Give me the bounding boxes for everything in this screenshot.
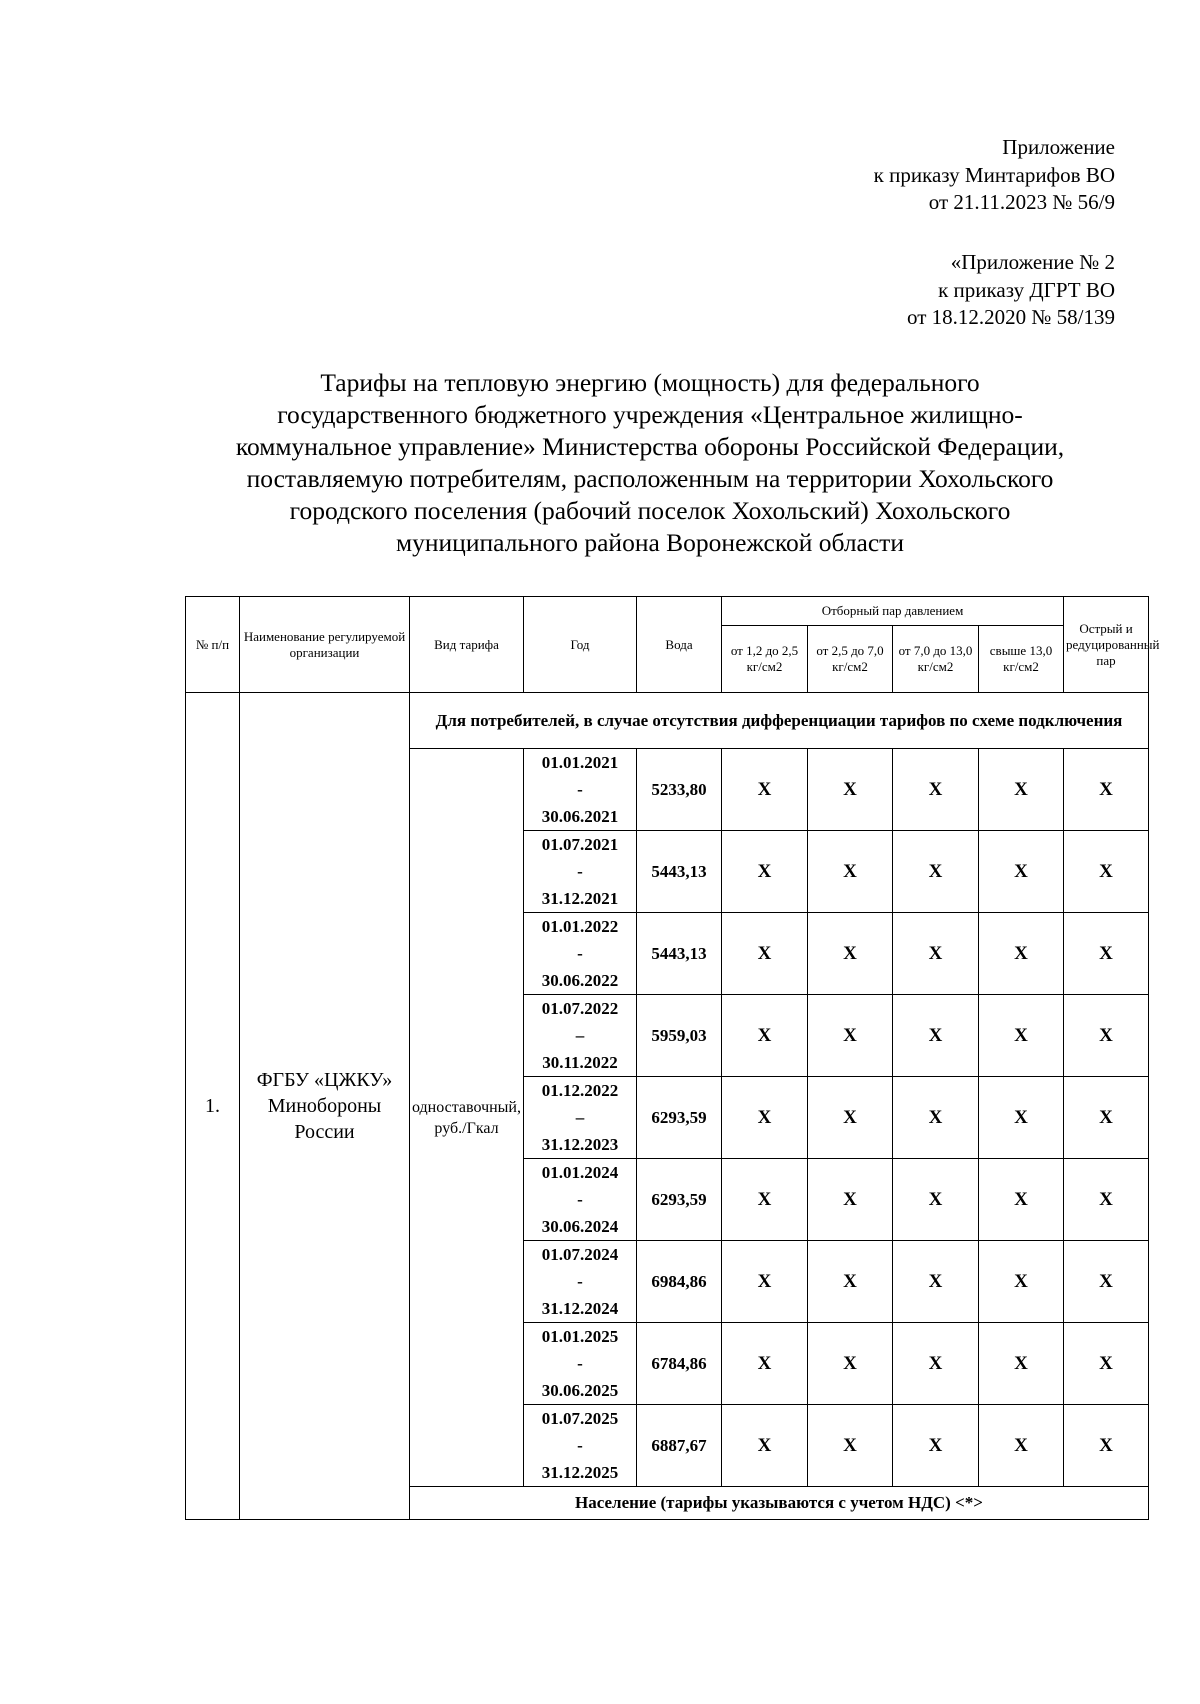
not-applicable-cell: X [722, 749, 808, 831]
not-applicable-cell: X [808, 831, 893, 913]
period-to: 30.06.2022 [541, 971, 619, 990]
title-line: коммунальное управление» Министерства обороны Российской Федерации, [235, 432, 1065, 461]
col-header-org: Наименование регулируемой организации [240, 597, 410, 693]
water-tariff: 6293,59 [637, 1077, 722, 1159]
water-tariff: 6293,59 [637, 1159, 722, 1241]
not-applicable-cell: X [893, 1323, 979, 1405]
period-separator: - [577, 1272, 583, 1291]
appendix-2-header [907, 249, 1115, 332]
water-tariff: 5443,13 [637, 831, 722, 913]
period-separator: - [577, 1354, 583, 1373]
period-to: 30.06.2024 [541, 1217, 619, 1236]
period-separator: - [577, 780, 583, 799]
not-applicable-cell: X [979, 749, 1064, 831]
not-applicable-cell: X [1064, 1405, 1149, 1487]
period-cell [524, 1077, 637, 1159]
not-applicable-cell: X [979, 1323, 1064, 1405]
not-applicable-cell: X [1064, 995, 1149, 1077]
not-applicable-cell: X [893, 1405, 979, 1487]
not-applicable-cell: X [979, 1405, 1064, 1487]
not-applicable-cell: X [808, 1241, 893, 1323]
not-applicable-cell: X [808, 913, 893, 995]
tariff-table [185, 596, 1160, 1520]
water-tariff: 6784,86 [637, 1323, 722, 1405]
not-applicable-cell: X [722, 1323, 808, 1405]
header-line: Приложение [1002, 135, 1115, 159]
period-to: 30.06.2021 [541, 807, 619, 826]
not-applicable-cell: X [979, 913, 1064, 995]
not-applicable-cell: X [808, 1405, 893, 1487]
not-applicable-cell: X [722, 1405, 808, 1487]
not-applicable-cell: X [1064, 749, 1149, 831]
section-population: Население (тарифы указываются с учетом НДС) <*> [410, 1487, 1149, 1520]
period-separator: - [577, 862, 583, 881]
not-applicable-cell: X [722, 1159, 808, 1241]
not-applicable-cell: X [722, 913, 808, 995]
col-header-steam-group: Отборный пар давлением [722, 597, 1064, 626]
col-header-kind: Вид тарифа [410, 597, 524, 693]
not-applicable-cell: X [722, 1077, 808, 1159]
period-from: 01.01.2022 [541, 917, 619, 936]
period-cell [524, 749, 637, 831]
not-applicable-cell: X [893, 831, 979, 913]
not-applicable-cell: X [1064, 1323, 1149, 1405]
not-applicable-cell: X [893, 913, 979, 995]
section-no-differentiation: Для потребителей, в случае отсутствия дифференциации тарифов по схеме подключения [410, 693, 1149, 749]
not-applicable-cell: X [722, 831, 808, 913]
col-header-year: Год [524, 597, 637, 693]
header-line: к приказу Минтарифов ВО [873, 162, 1115, 187]
not-applicable-cell: X [808, 1159, 893, 1241]
period-cell [524, 1323, 637, 1405]
period-separator: – [575, 1026, 585, 1045]
organization-name: ФГБУ «ЦЖКУ» Минобороны России [240, 693, 410, 1520]
title-line: государственного бюджетного учреждения «Центральное жилищно- [277, 400, 1023, 429]
period-from: 01.07.2021 [541, 835, 619, 854]
not-applicable-cell: X [1064, 1241, 1149, 1323]
period-to: 31.12.2021 [541, 889, 619, 908]
col-header-num: № п/п [186, 597, 240, 693]
water-tariff: 5959,03 [637, 995, 722, 1077]
not-applicable-cell: X [1064, 1077, 1149, 1159]
not-applicable-cell: X [979, 831, 1064, 913]
header-line: от 21.11.2023 № 56/9 [928, 190, 1115, 214]
not-applicable-cell: X [1064, 913, 1149, 995]
period-from: 01.01.2021 [541, 753, 619, 772]
not-applicable-cell: X [893, 1077, 979, 1159]
period-cell [524, 1159, 637, 1241]
period-to: 31.12.2023 [541, 1135, 619, 1154]
col-header-p3: от 7,0 до 13,0 кг/см2 [893, 626, 979, 693]
period-to: 31.12.2025 [541, 1463, 619, 1482]
not-applicable-cell: X [808, 995, 893, 1077]
not-applicable-cell: X [979, 995, 1064, 1077]
document-title [150, 367, 1150, 559]
not-applicable-cell: X [808, 1077, 893, 1159]
not-applicable-cell: X [1064, 1159, 1149, 1241]
not-applicable-cell: X [1064, 831, 1149, 913]
row-number: 1. [186, 693, 240, 1520]
col-header-p4: свыше 13,0 кг/см2 [979, 626, 1064, 693]
period-from: 01.07.2024 [541, 1245, 619, 1264]
period-cell [524, 995, 637, 1077]
not-applicable-cell: X [893, 995, 979, 1077]
period-to: 31.12.2024 [541, 1299, 619, 1318]
not-applicable-cell: X [893, 1159, 979, 1241]
period-cell [524, 1405, 637, 1487]
water-tariff: 5233,80 [637, 749, 722, 831]
period-to: 30.11.2022 [542, 1053, 618, 1072]
appendix-header [874, 134, 1115, 217]
not-applicable-cell: X [893, 749, 979, 831]
header-line: «Приложение № 2 [950, 250, 1115, 274]
period-from: 01.07.2025 [541, 1409, 619, 1428]
period-separator: – [575, 1108, 585, 1127]
not-applicable-cell: X [722, 1241, 808, 1323]
water-tariff: 5443,13 [637, 913, 722, 995]
title-line: поставляемую потребителям, расположенным на территории Хохольского [246, 464, 1054, 493]
not-applicable-cell: X [808, 749, 893, 831]
tariff-kind: одноставочный, руб./Гкал [410, 749, 524, 1487]
water-tariff: 6887,67 [637, 1405, 722, 1487]
period-from: 01.01.2025 [541, 1327, 619, 1346]
period-cell [524, 1241, 637, 1323]
not-applicable-cell: X [808, 1323, 893, 1405]
period-to: 30.06.2025 [541, 1381, 619, 1400]
period-separator: - [577, 1436, 583, 1455]
title-line: городского поселения (рабочий поселок Хохольский) Хохольского [289, 496, 1011, 525]
title-line: муниципального района Воронежской области [396, 528, 904, 557]
period-separator: - [577, 1190, 583, 1209]
col-header-water: Вода [637, 597, 722, 693]
not-applicable-cell: X [722, 995, 808, 1077]
water-tariff: 6984,86 [637, 1241, 722, 1323]
col-header-p2: от 2,5 до 7,0 кг/см2 [808, 626, 893, 693]
not-applicable-cell: X [979, 1241, 1064, 1323]
not-applicable-cell: X [979, 1077, 1064, 1159]
not-applicable-cell: X [979, 1159, 1064, 1241]
not-applicable-cell: X [893, 1241, 979, 1323]
period-from: 01.01.2024 [541, 1163, 619, 1182]
title-line: Тарифы на тепловую энергию (мощность) для федерального [320, 368, 980, 397]
period-from: 01.12.2022 [541, 1081, 619, 1100]
period-separator: - [577, 944, 583, 963]
header-line: к приказу ДГРТ ВО [938, 277, 1115, 302]
col-header-sharp-steam: Острый и редуцированный пар [1064, 597, 1149, 693]
col-header-p1: от 1,2 до 2,5 кг/см2 [722, 626, 808, 693]
header-line: от 18.12.2020 № 58/139 [906, 305, 1115, 329]
period-from: 01.07.2022 [541, 999, 619, 1018]
period-cell [524, 831, 637, 913]
period-cell [524, 913, 637, 995]
